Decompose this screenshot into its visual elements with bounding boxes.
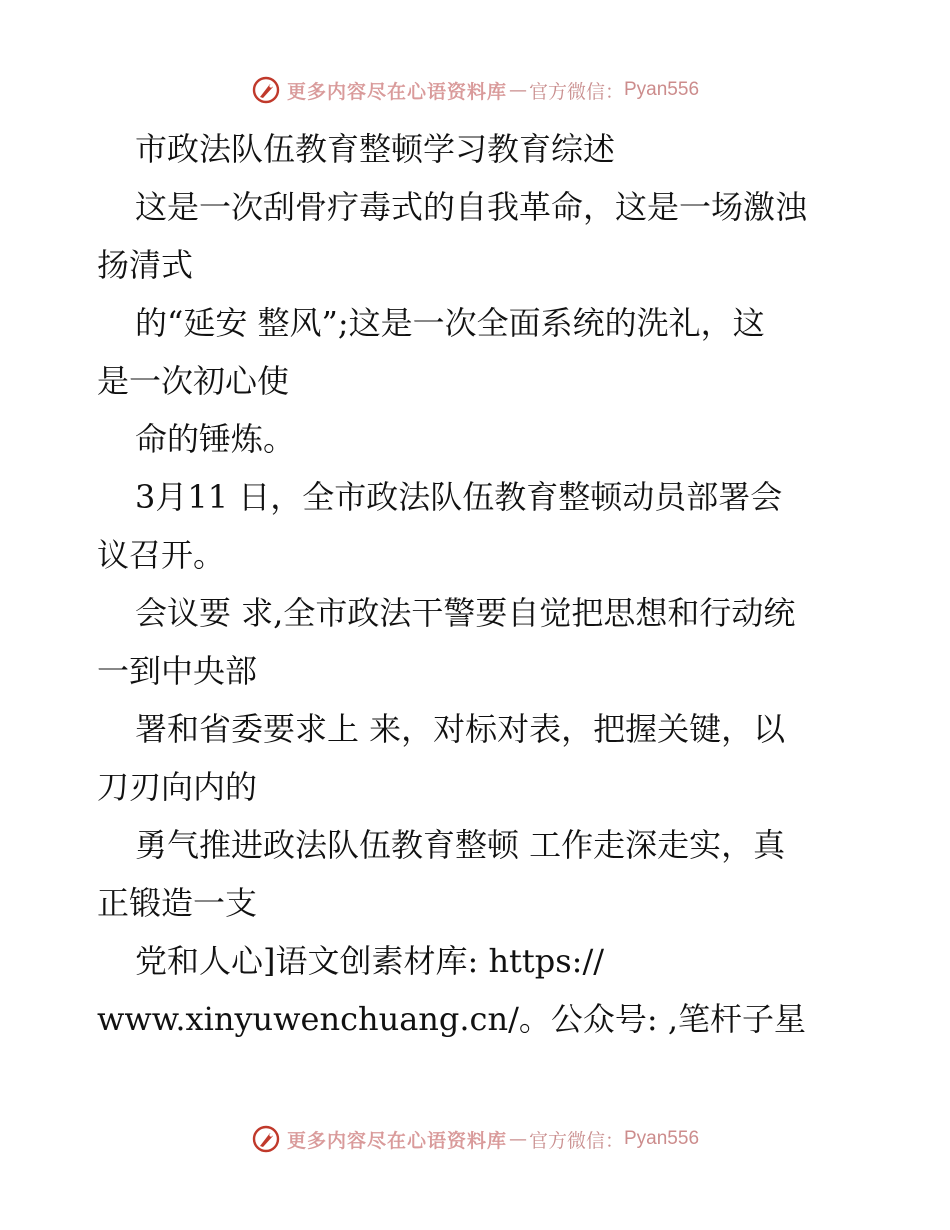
banner-main-text: 更多内容尽在心语资料库 (286, 1129, 507, 1152)
paragraph-line: 议召开。 (97, 536, 226, 574)
paragraph-line: 勇气推进政法队伍教育整顿 工作走深走实，真 (135, 826, 786, 864)
paragraph-line: 党和人心]语文创素材库: https:// (135, 942, 605, 980)
paragraph-line: 扬清式 (97, 246, 194, 284)
banner-wechat-label: 官方微信： (528, 80, 624, 103)
header-watermark-banner (0, 70, 950, 110)
banner-wechat-id: Pyan556 (624, 1128, 700, 1149)
pen-nib-logo-icon (251, 75, 281, 105)
footer-watermark-banner (0, 1119, 950, 1159)
paragraph-line: 3月11 日，全市政法队伍教育整顿动员部署会 (135, 478, 783, 516)
paragraph-line: 这是一次刮骨疗毒式的自我革命，这是一场激浊 (135, 188, 808, 226)
paragraph-line: 正锻造一支 (97, 884, 258, 922)
pen-nib-logo-icon (251, 1124, 281, 1154)
banner-main-text: 更多内容尽在心语资料库 (286, 80, 507, 103)
paragraph-line: 是一次初心使 (97, 362, 290, 400)
document-title: 市政法队伍教育整顿学习教育综述 (135, 130, 616, 168)
banner-wechat-id: Pyan556 (624, 79, 700, 100)
document-body (97, 120, 857, 1048)
paragraph-line: 会议要 求,全市政法干警要自觉把思想和行动统 (135, 594, 796, 632)
banner-separator: — (508, 79, 527, 101)
paragraph-line: 的“延安 整风”;这是一次全面系统的洗礼，这 (135, 304, 765, 342)
banner-wechat-label: 官方微信： (528, 1129, 624, 1152)
paragraph-line: 一到中央部 (97, 652, 258, 690)
banner-separator: — (508, 1128, 527, 1150)
paragraph-line: www.xinyuwenchuang.cn/。公众号: ,笔杆子星 (97, 1000, 806, 1038)
paragraph-line: 命的锤炼。 (135, 420, 296, 458)
paragraph-line: 署和省委要求上 来，对标对表，把握关键，以 (135, 710, 786, 748)
paragraph-line: 刀刃向内的 (97, 768, 258, 806)
